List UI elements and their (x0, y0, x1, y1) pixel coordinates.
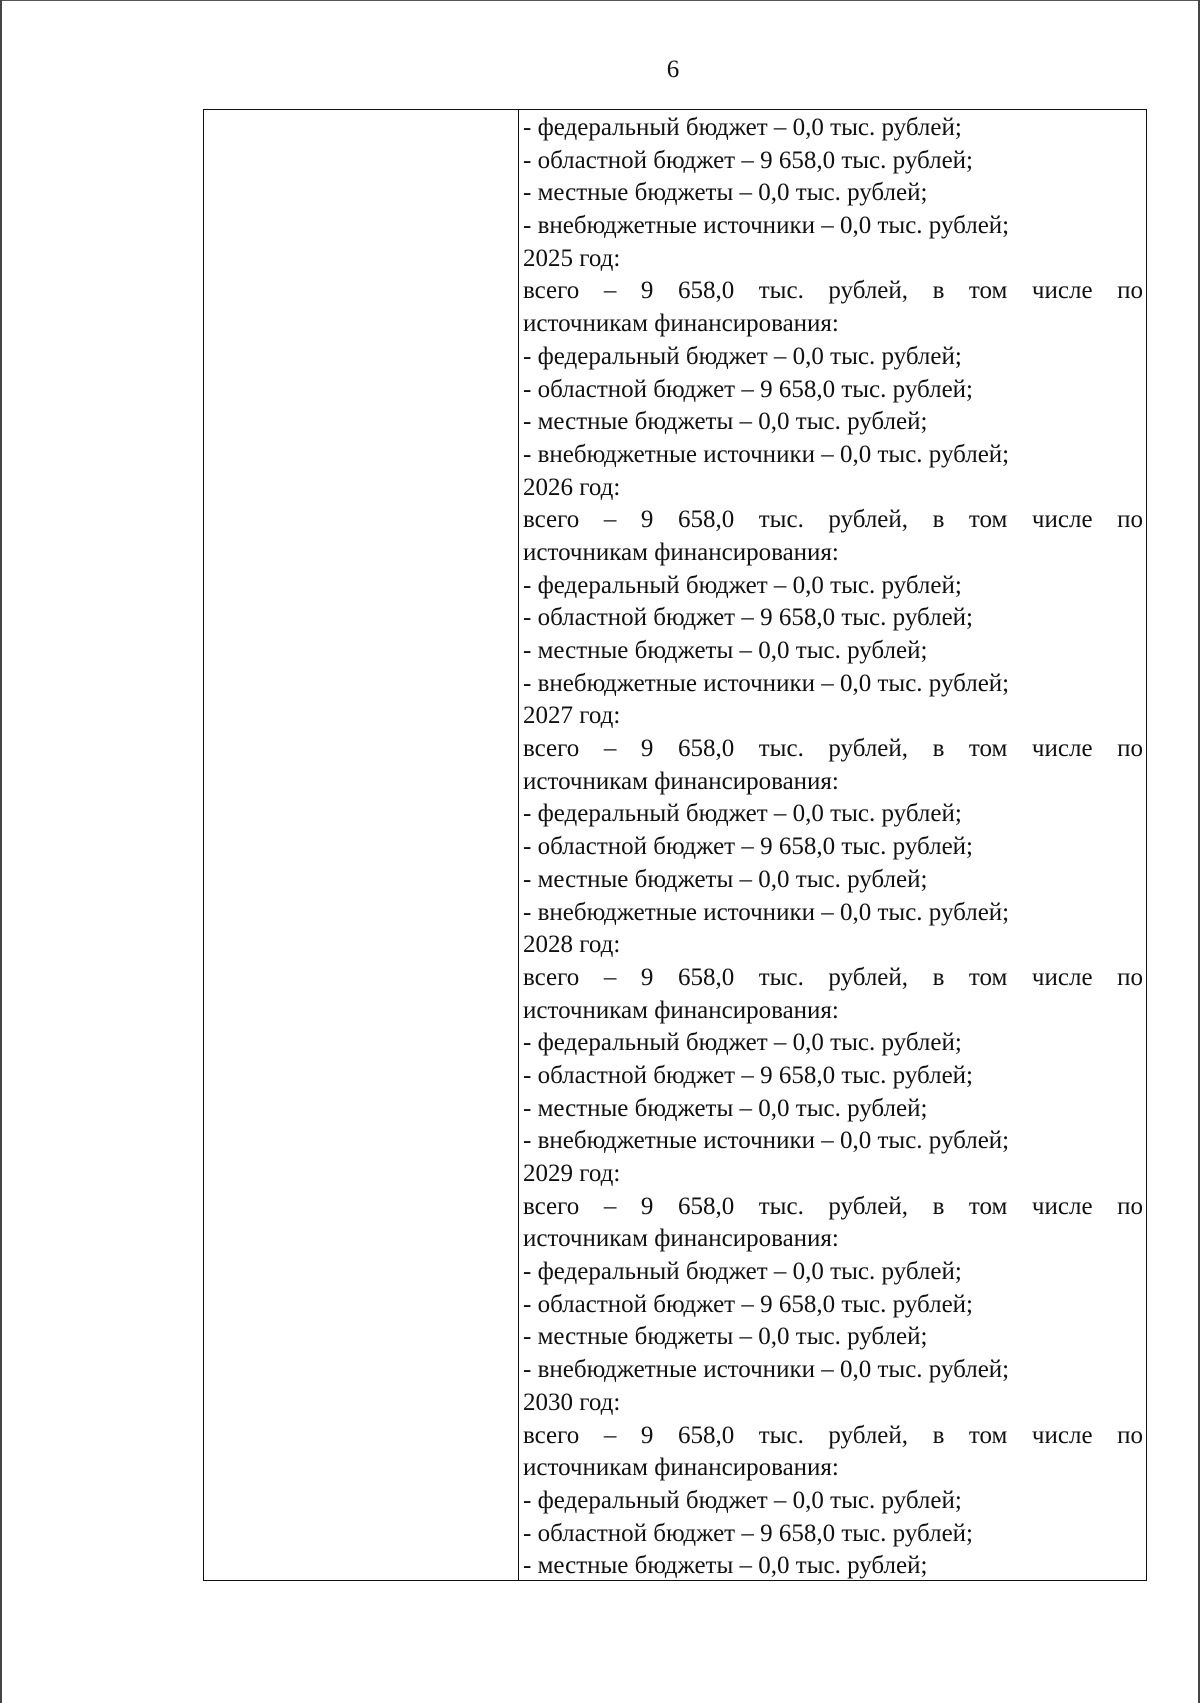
text-line: 2028 год: (523, 931, 621, 959)
text-line: - внебюджетные источники – 0,0 тыс. рублей; (523, 1127, 1010, 1155)
text-line: всего – 9 658,0 тыс. рублей, в том числе по (523, 1192, 1143, 1220)
text-line: - местные бюджеты – 0,0 тыс. рублей; (523, 1552, 928, 1580)
text-line: всего – 9 658,0 тыс. рублей, в том числе по (523, 1421, 1143, 1449)
table-left-cell (204, 110, 519, 1580)
text-line: - местные бюджеты – 0,0 тыс. рублей; (523, 1094, 928, 1122)
text-line: - областной бюджет – 9 658,0 тыс. рублей; (523, 1290, 973, 1318)
text-line: - внебюджетные источники – 0,0 тыс. рублей; (523, 1356, 1010, 1384)
text-line: всего – 9 658,0 тыс. рублей, в том числе по (523, 506, 1143, 534)
text-line: всего – 9 658,0 тыс. рублей, в том числе по (523, 735, 1143, 763)
text-line: 2026 год: (523, 473, 621, 501)
text-line: - внебюджетные источники – 0,0 тыс. рублей; (523, 440, 1010, 468)
text-line: - внебюджетные источники – 0,0 тыс. рублей; (523, 898, 1010, 926)
text-line: источникам финансирования: (523, 767, 839, 795)
text-line: 2029 год: (523, 1160, 621, 1187)
text-line: - внебюджетные источники – 0,0 тыс. рублей; (523, 212, 1010, 240)
page-number: 6 (666, 56, 680, 83)
funding-table (203, 109, 1147, 1581)
text-line: - областной бюджет – 9 658,0 тыс. рублей; (523, 833, 973, 861)
text-line: 2027 год: (523, 702, 621, 730)
text-line: - федеральный бюджет – 0,0 тыс. рублей; (523, 1029, 962, 1057)
text-line: - федеральный бюджет – 0,0 тыс. рублей; (523, 342, 962, 370)
text-line: - областной бюджет – 9 658,0 тыс. рублей; (523, 1061, 973, 1089)
text-line: - местные бюджеты – 0,0 тыс. рублей; (523, 408, 928, 436)
text-line: - областной бюджет – 9 658,0 тыс. рублей; (523, 1519, 973, 1547)
text-line: всего – 9 658,0 тыс. рублей, в том числе по (523, 277, 1143, 305)
text-line: - федеральный бюджет – 0,0 тыс. рублей; (523, 1486, 962, 1514)
text-line: - федеральный бюджет – 0,0 тыс. рублей; (523, 800, 962, 828)
text-line: - местные бюджеты – 0,0 тыс. рублей; (523, 179, 928, 207)
text-line: источникам финансирования: (523, 310, 839, 338)
text-line: всего – 9 658,0 тыс. рублей, в том числе по (523, 963, 1143, 991)
text-line: - внебюджетные источники – 0,0 тыс. рублей; (523, 669, 1010, 697)
text-line: источникам финансирования: (523, 996, 839, 1024)
text-line: источникам финансирования: (523, 1454, 839, 1482)
text-line: 2030 год: (523, 1388, 621, 1416)
table-right-cell (519, 110, 1146, 1580)
text-line: - местные бюджеты – 0,0 тыс. рублей; (523, 637, 928, 664)
text-line: - федеральный бюджет – 0,0 тыс. рублей; (523, 1258, 962, 1286)
text-line: источникам финансирования: (523, 538, 839, 566)
text-line: - областной бюджет – 9 658,0 тыс. рублей; (523, 146, 973, 174)
text-line: - местные бюджеты – 0,0 тыс. рублей; (523, 865, 928, 893)
scan-edge-left (0, 0, 2, 1703)
text-line: источникам финансирования: (523, 1225, 839, 1253)
text-line: - областной бюджет – 9 658,0 тыс. рублей; (523, 375, 973, 403)
text-line: 2025 год: (523, 244, 621, 272)
text-line: - федеральный бюджет – 0,0 тыс. рублей; (523, 114, 962, 141)
scan-edge-top (0, 0, 1200, 1)
text-line: - местные бюджеты – 0,0 тыс. рублей; (523, 1323, 928, 1351)
text-line: - областной бюджет – 9 658,0 тыс. рублей; (523, 604, 973, 632)
text-line: - федеральный бюджет – 0,0 тыс. рублей; (523, 571, 962, 599)
